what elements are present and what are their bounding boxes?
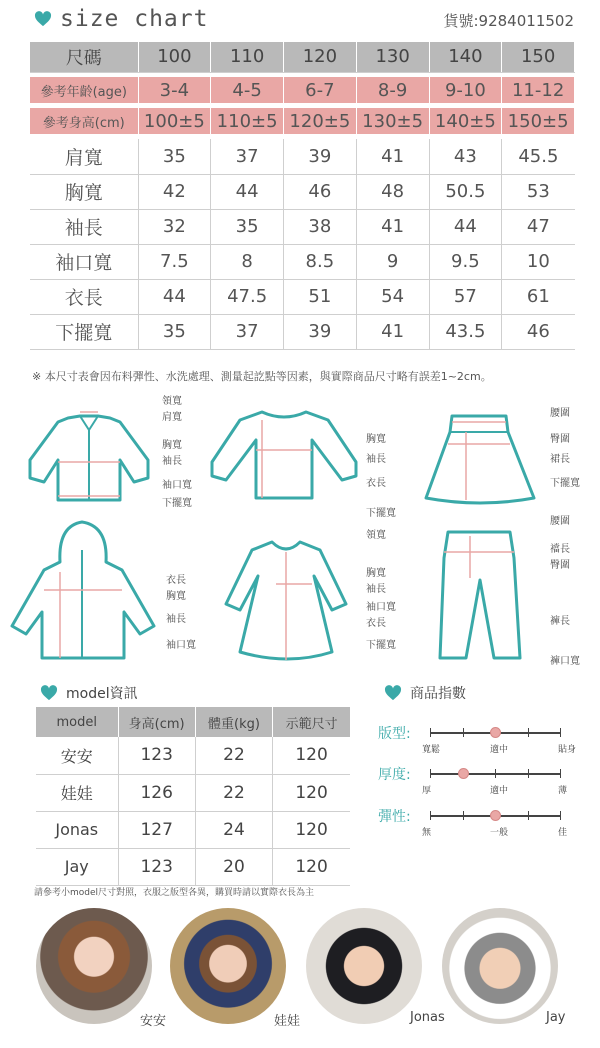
model-name-cell: 安安	[36, 737, 118, 774]
height-cell: 140±5	[429, 108, 502, 134]
model-row	[36, 774, 350, 811]
measure-cell: 41	[356, 139, 429, 174]
measure-cell: 35	[138, 314, 211, 349]
index-section-title	[384, 683, 466, 703]
model-portrait	[170, 908, 286, 1024]
measure-cell: 44	[211, 174, 284, 209]
model-header-cell: 體重(kg)	[195, 707, 272, 737]
measure-label: 肩寬	[30, 139, 138, 174]
raglan-label-0: 胸寬	[366, 434, 386, 445]
index-mid: 適中	[490, 745, 509, 755]
measure-cell: 51	[284, 279, 357, 314]
model-section-title	[40, 683, 138, 703]
measure-row	[30, 209, 575, 244]
hoodie-label-3: 袖口寬	[166, 640, 196, 651]
measure-row	[30, 244, 575, 279]
index-right: 薄	[558, 786, 568, 796]
measure-cell: 41	[356, 209, 429, 244]
garment-diagrams	[0, 390, 600, 670]
dress-label-1: 胸寬	[366, 568, 386, 579]
hoodie-label-1: 胸寬	[166, 591, 186, 602]
measure-cell: 46	[502, 314, 575, 349]
measure-cell: 35	[138, 139, 211, 174]
model-weight-cell: 20	[195, 848, 272, 885]
size-header-cell: 130	[356, 42, 429, 72]
measure-cell: 10	[502, 244, 575, 279]
size-header-cell: 150	[502, 42, 575, 72]
skirt-label-0: 腰圍	[550, 408, 570, 419]
model-name-cell: Jonas	[36, 811, 118, 848]
measure-label: 下擺寬	[30, 314, 138, 349]
measure-cell: 53	[502, 174, 575, 209]
measure-cell: 61	[502, 279, 575, 314]
model-row	[36, 737, 350, 774]
age-cell: 11-12	[502, 77, 575, 103]
measure-cell: 42	[138, 174, 211, 209]
model-portrait	[306, 908, 422, 1024]
model-portrait	[442, 908, 558, 1024]
measure-label: 袖口寬	[30, 244, 138, 279]
measure-cell: 44	[138, 279, 211, 314]
measure-cell: 32	[138, 209, 211, 244]
size-header-cell: 100	[138, 42, 211, 72]
hoodie-label-0: 衣長	[166, 575, 186, 586]
height-label: 參考身高(cm)	[30, 108, 138, 134]
size-table	[30, 42, 575, 350]
index-right: 佳	[558, 828, 568, 838]
shirt-label-3: 袖長	[162, 456, 182, 467]
pants-label-3: 褲長	[550, 616, 570, 627]
measure-cell: 45.5	[502, 139, 575, 174]
portrait-name: Jay	[546, 1010, 566, 1025]
skirt-illustration	[426, 416, 534, 503]
model-row	[36, 811, 350, 848]
age-cell: 9-10	[429, 77, 502, 103]
model-size-cell: 120	[273, 774, 350, 811]
shirt-label-5: 下擺寬	[162, 498, 192, 509]
measure-cell: 9	[356, 244, 429, 279]
index-tick	[463, 728, 464, 737]
index-tick	[495, 769, 496, 778]
height-cell: 120±5	[284, 108, 357, 134]
model-header-cell: model	[36, 707, 118, 737]
heart-icon	[40, 685, 58, 701]
index-label: 版型:	[378, 726, 411, 742]
index-label: 厚度:	[378, 767, 411, 783]
model-header-cell: 身高(cm)	[118, 707, 195, 737]
measure-cell: 54	[356, 279, 429, 314]
measure-cell: 46	[284, 174, 357, 209]
measure-row	[30, 174, 575, 209]
skirt-label-3: 下擺寬	[550, 478, 580, 489]
index-title-text: 商品指數	[410, 686, 466, 702]
model-size-cell: 120	[273, 737, 350, 774]
index-tick	[430, 728, 431, 737]
measure-cell: 57	[429, 279, 502, 314]
index-tick	[463, 811, 464, 820]
measure-label: 衣長	[30, 279, 138, 314]
shirt-label-2: 胸寬	[162, 440, 182, 451]
portrait-name: 安安	[140, 1014, 167, 1029]
model-size-cell: 120	[273, 811, 350, 848]
index-marker	[458, 768, 469, 779]
measure-cell: 39	[284, 139, 357, 174]
raglan-label-2: 衣長	[366, 478, 386, 489]
measure-cell: 9.5	[429, 244, 502, 279]
measure-cell: 50.5	[429, 174, 502, 209]
hoodie-label-2: 袖長	[166, 614, 186, 625]
index-tick	[528, 728, 529, 737]
index-marker	[490, 727, 501, 738]
measure-cell: 8.5	[284, 244, 357, 279]
measure-label: 胸寬	[30, 174, 138, 209]
measure-row	[30, 279, 575, 314]
size-header-label: 尺碼	[30, 42, 138, 72]
pants-label-4: 褲口寬	[550, 656, 580, 667]
pants-label-1: 襠長	[550, 544, 570, 555]
measure-cell: 41	[356, 314, 429, 349]
index-tick	[430, 769, 431, 778]
measure-cell: 47	[502, 209, 575, 244]
model-table	[36, 707, 350, 886]
model-portrait	[36, 908, 152, 1024]
portrait-name: 娃娃	[274, 1014, 301, 1029]
raglan-label-1: 袖長	[366, 454, 386, 465]
measure-row	[30, 314, 575, 349]
measure-cell: 44	[429, 209, 502, 244]
measure-row	[30, 139, 575, 174]
sku-number: 貨號:9284011502	[443, 12, 574, 30]
dress-label-3: 袖口寬	[366, 602, 396, 613]
size-note: ※ 本尺寸表會因布料彈性、水洗處理、測量起訖點等因素，與實際商品尺寸略有誤差1~2cm。	[32, 370, 492, 383]
index-tick	[560, 728, 561, 737]
size-header-cell: 140	[429, 42, 502, 72]
shirt-label-4: 袖口寬	[162, 480, 192, 491]
index-left: 厚	[422, 786, 432, 796]
model-height-cell: 123	[118, 848, 195, 885]
index-right: 貼身	[558, 745, 577, 755]
size-header-cell: 110	[211, 42, 284, 72]
measure-cell: 37	[211, 139, 284, 174]
model-note: 請參考小model尺寸對照，衣服之版型各異，購買時請以實際衣長為主	[34, 888, 315, 898]
dress-label-0: 領寬	[366, 530, 386, 541]
measure-cell: 35	[211, 209, 284, 244]
model-weight-cell: 22	[195, 774, 272, 811]
measure-cell: 39	[284, 314, 357, 349]
height-cell: 100±5	[138, 108, 211, 134]
measure-cell: 38	[284, 209, 357, 244]
height-cell: 110±5	[211, 108, 284, 134]
size-header-row	[30, 42, 575, 72]
pants-label-0: 腰圍	[550, 516, 570, 527]
raglan-illustration	[212, 412, 356, 498]
raglan-label-3: 下擺寬	[366, 508, 396, 519]
measure-cell: 43	[429, 139, 502, 174]
measure-cell: 48	[356, 174, 429, 209]
measure-cell: 7.5	[138, 244, 211, 279]
size-header-cell: 120	[284, 42, 357, 72]
dress-label-4: 衣長	[366, 618, 386, 629]
age-row	[30, 77, 575, 103]
heart-icon	[34, 11, 52, 27]
model-name-cell: Jay	[36, 848, 118, 885]
age-cell: 3-4	[138, 77, 211, 103]
pants-label-2: 臀圍	[550, 560, 570, 571]
height-cell: 130±5	[356, 108, 429, 134]
index-tick	[528, 811, 529, 820]
model-height-cell: 126	[118, 774, 195, 811]
model-height-cell: 123	[118, 737, 195, 774]
dress-label-5: 下擺寬	[366, 640, 396, 651]
pants-illustration	[440, 532, 520, 658]
model-name-cell: 娃娃	[36, 774, 118, 811]
age-cell: 6-7	[284, 77, 357, 103]
measure-cell: 47.5	[211, 279, 284, 314]
skirt-label-1: 臀圍	[550, 434, 570, 445]
height-row	[30, 108, 575, 134]
age-label: 參考年齡(age)	[30, 77, 138, 103]
model-title-text: model資訊	[66, 686, 138, 702]
skirt-label-2: 裙長	[550, 454, 570, 465]
index-label: 彈性:	[378, 809, 411, 825]
shirt-label-0: 領寬	[162, 396, 182, 407]
measure-cell: 43.5	[429, 314, 502, 349]
index-marker	[490, 810, 501, 821]
index-left: 寬鬆	[422, 745, 441, 755]
model-weight-cell: 24	[195, 811, 272, 848]
measure-cell: 8	[211, 244, 284, 279]
index-tick	[560, 769, 561, 778]
age-cell: 4-5	[211, 77, 284, 103]
dress-label-2: 袖長	[366, 584, 386, 595]
page-title	[34, 4, 208, 34]
index-tick	[430, 811, 431, 820]
model-weight-cell: 22	[195, 737, 272, 774]
age-cell: 8-9	[356, 77, 429, 103]
measure-cell: 37	[211, 314, 284, 349]
height-cell: 150±5	[502, 108, 575, 134]
index-tick	[560, 811, 561, 820]
index-mid: 一般	[490, 828, 509, 838]
index-tick	[528, 769, 529, 778]
index-mid: 適中	[490, 786, 509, 796]
shirt-label-1: 肩寬	[162, 412, 182, 423]
measure-label: 袖長	[30, 209, 138, 244]
model-header-cell: 示範尺寸	[273, 707, 350, 737]
model-size-cell: 120	[273, 848, 350, 885]
heart-icon	[384, 685, 402, 701]
model-height-cell: 127	[118, 811, 195, 848]
title-text: size chart	[60, 6, 209, 32]
portrait-name: Jonas	[410, 1010, 445, 1025]
model-row	[36, 848, 350, 885]
index-left: 無	[422, 828, 432, 838]
